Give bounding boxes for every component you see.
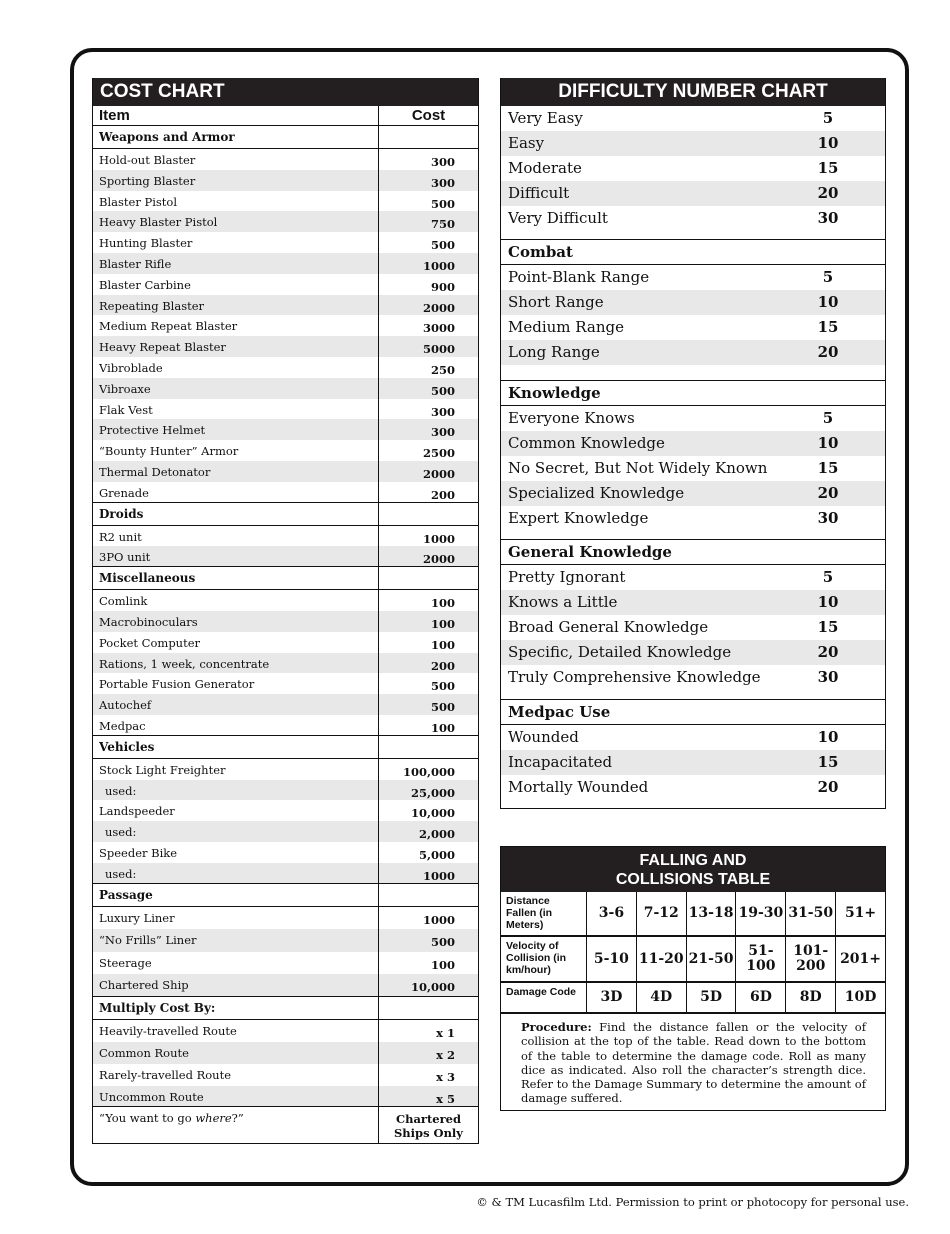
cost-row xyxy=(93,800,478,821)
cost-section-header xyxy=(93,884,478,907)
cost-item: Medpac xyxy=(93,715,379,735)
cost-row xyxy=(93,632,478,653)
falling-cell: 4D xyxy=(637,983,687,1012)
falling-cell: 8D xyxy=(786,983,836,1012)
falling-row-label: Damage Code xyxy=(501,983,587,1012)
difficulty-value: 10 xyxy=(817,133,839,152)
difficulty-row xyxy=(501,156,885,181)
difficulty-label: Very Difficult xyxy=(508,208,608,227)
cost-value: 100 xyxy=(430,720,455,735)
cost-item: Chartered Ship xyxy=(93,974,379,996)
cost-chart-title: COST CHART xyxy=(93,78,478,106)
difficulty-chart-body xyxy=(501,106,885,808)
difficulty-row xyxy=(501,590,885,615)
cost-row xyxy=(93,1020,478,1042)
falling-cell: 51+ xyxy=(844,905,877,921)
cost-row xyxy=(93,378,478,399)
cost-value: 1000 xyxy=(422,258,455,273)
cost-section-header xyxy=(93,736,478,759)
difficulty-label: Wounded xyxy=(508,727,579,746)
falling-row xyxy=(501,892,885,937)
cost-item: Luxury Liner xyxy=(93,907,379,930)
falling-cell: 19-30 xyxy=(736,892,786,935)
difficulty-label: Expert Knowledge xyxy=(508,508,649,527)
difficulty-label: Mortally Wounded xyxy=(508,777,649,796)
cost-section-name: Passage xyxy=(93,884,379,906)
cost-item: “Bounty Hunter” Armor xyxy=(93,440,379,461)
cost-row xyxy=(93,315,478,336)
cost-value: 500 xyxy=(430,383,455,398)
difficulty-section-header: Medpac Use xyxy=(501,699,885,725)
cost-row xyxy=(93,952,478,975)
cost-value: 200 xyxy=(430,487,455,502)
falling-row-label: Distance Fallen (in Meters) xyxy=(501,892,587,935)
cost-row xyxy=(93,211,478,232)
difficulty-value: 15 xyxy=(817,618,839,637)
cost-value: 500 xyxy=(430,935,455,950)
cost-value: 200 xyxy=(430,658,455,673)
cost-item: Protective Helmet xyxy=(93,419,379,440)
difficulty-label: Knows a Little xyxy=(508,593,618,612)
cost-chart-header xyxy=(93,106,478,126)
cost-item: Pocket Computer xyxy=(93,632,379,653)
cost-item: Heavily-travelled Route xyxy=(93,1020,379,1042)
cost-row xyxy=(93,149,478,170)
cost-item: Hunting Blaster xyxy=(93,232,379,253)
difficulty-label: Specific, Detailed Knowledge xyxy=(508,643,732,662)
cost-value: 100 xyxy=(430,637,455,652)
cost-value: 750 xyxy=(430,217,455,232)
difficulty-value: 5 xyxy=(822,268,834,287)
difficulty-section-header: Combat xyxy=(501,239,885,265)
difficulty-row xyxy=(501,315,885,340)
cost-item: Heavy Repeat Blaster xyxy=(93,336,379,357)
cost-row xyxy=(93,1086,478,1108)
cost-section-name: Miscellaneous xyxy=(93,567,379,589)
difficulty-row xyxy=(501,206,885,231)
difficulty-value: 10 xyxy=(817,727,839,746)
difficulty-value: 5 xyxy=(822,409,834,428)
cost-value: 300 xyxy=(430,155,455,169)
difficulty-label: Difficult xyxy=(508,183,570,202)
cost-value: 250 xyxy=(430,362,455,377)
difficulty-value: 20 xyxy=(817,777,839,796)
cost-chart-body xyxy=(93,126,478,1107)
cost-row xyxy=(93,780,478,801)
cost-row xyxy=(93,1064,478,1086)
cost-row xyxy=(93,653,478,674)
difficulty-label: Medium Range xyxy=(508,318,625,337)
difficulty-label: Very Easy xyxy=(508,109,583,127)
cost-section-name: Weapons and Armor xyxy=(93,126,379,148)
difficulty-value: 15 xyxy=(817,318,839,337)
cost-row xyxy=(93,907,478,930)
difficulty-label: Common Knowledge xyxy=(508,433,665,452)
difficulty-row xyxy=(501,406,885,431)
cost-row xyxy=(93,295,478,316)
falling-cell: 3-6 xyxy=(587,892,637,935)
cost-section-header xyxy=(93,997,478,1020)
falling-cell: 101- 200 xyxy=(786,937,836,981)
cost-value: x 2 xyxy=(436,1047,455,1062)
difficulty-label: Pretty Ignorant xyxy=(508,568,626,587)
falling-cell: 31-50 xyxy=(786,892,836,935)
cost-value: 3000 xyxy=(422,321,455,336)
cost-value: 1000 xyxy=(422,912,455,927)
difficulty-row xyxy=(501,665,885,690)
cost-value: 25,000 xyxy=(410,785,455,800)
difficulty-chart-title: DIFFICULTY NUMBER CHART xyxy=(501,78,885,106)
difficulty-value: 20 xyxy=(817,643,839,662)
difficulty-row xyxy=(501,725,885,750)
cost-value: x 3 xyxy=(436,1069,455,1084)
difficulty-value: 5 xyxy=(822,568,834,587)
difficulty-label: Moderate xyxy=(508,158,582,177)
cost-item: Common Route xyxy=(93,1042,379,1064)
cost-value: 300 xyxy=(430,404,455,419)
cost-value: x 1 xyxy=(436,1025,455,1040)
difficulty-value: 15 xyxy=(817,158,839,177)
col-item-header: Item xyxy=(93,106,379,125)
difficulty-row xyxy=(501,431,885,456)
cost-row xyxy=(93,482,478,503)
cost-row xyxy=(93,974,478,997)
falling-table xyxy=(500,846,886,1111)
cost-item: Grenade xyxy=(93,482,379,502)
cost-item: Heavy Blaster Pistol xyxy=(93,211,379,232)
difficulty-label: Specialized Knowledge xyxy=(508,483,685,502)
difficulty-value: 10 xyxy=(817,593,839,612)
difficulty-value: 10 xyxy=(817,293,839,312)
cost-value: 100 xyxy=(430,596,455,611)
falling-cell: 6D xyxy=(736,983,786,1012)
difficulty-label: Everyone Knows xyxy=(508,409,635,428)
difficulty-row xyxy=(501,775,885,800)
cost-value: 2500 xyxy=(422,446,455,461)
cost-item: “No Frills” Liner xyxy=(93,929,379,952)
cost-row xyxy=(93,611,478,632)
cost-row xyxy=(93,759,478,780)
cost-item: Blaster Rifle xyxy=(93,253,379,274)
cost-row xyxy=(93,274,478,295)
cost-row xyxy=(93,694,478,715)
cost-value: 900 xyxy=(430,279,455,294)
cost-chart xyxy=(92,78,479,1144)
cost-value: 100 xyxy=(430,616,455,631)
difficulty-section-header: Knowledge xyxy=(501,380,885,406)
difficulty-row xyxy=(501,640,885,665)
cost-row-chartered xyxy=(93,1107,478,1143)
cost-value: 10,000 xyxy=(410,806,455,821)
cost-value: Chartered Ships Only xyxy=(394,1112,463,1141)
difficulty-value: 30 xyxy=(817,668,839,687)
difficulty-row xyxy=(501,565,885,590)
difficulty-row xyxy=(501,750,885,775)
cost-item: Rarely-travelled Route xyxy=(93,1064,379,1086)
cost-item: Rations, 1 week, concentrate xyxy=(93,653,379,674)
cost-item: Stock Light Freighter xyxy=(93,759,379,780)
cost-row xyxy=(93,526,478,547)
difficulty-value: 10 xyxy=(817,433,839,452)
difficulty-row xyxy=(501,481,885,506)
cost-value: 2000 xyxy=(422,552,455,567)
difficulty-row xyxy=(501,340,885,365)
difficulty-row xyxy=(501,106,885,131)
difficulty-row xyxy=(501,456,885,481)
cost-item: Hold-out Blaster xyxy=(93,149,379,170)
cost-section-header xyxy=(93,126,478,149)
difficulty-value: 15 xyxy=(817,752,839,771)
cost-value: 1000 xyxy=(422,868,455,883)
cost-item: Blaster Carbine xyxy=(93,274,379,295)
difficulty-label: Point-Blank Range xyxy=(508,268,650,287)
difficulty-label: Long Range xyxy=(508,343,600,362)
cost-row xyxy=(93,929,478,952)
cost-section-name: Multiply Cost By: xyxy=(93,997,379,1019)
cost-item: 3PO unit xyxy=(93,546,379,566)
cost-value: 300 xyxy=(430,425,455,440)
difficulty-label: Short Range xyxy=(508,293,604,312)
cost-section-name: Vehicles xyxy=(93,736,379,758)
cost-item: Macrobinoculars xyxy=(93,611,379,632)
cost-item: Vibroaxe xyxy=(93,378,379,399)
cost-item: “You want to go where?” xyxy=(93,1107,379,1143)
cost-value: 300 xyxy=(430,175,455,190)
cost-item: Steerage xyxy=(93,952,379,975)
cost-row xyxy=(93,232,478,253)
cost-row xyxy=(93,419,478,440)
cost-row xyxy=(93,821,478,842)
difficulty-label: Broad General Knowledge xyxy=(508,618,709,637)
difficulty-value: 20 xyxy=(817,183,839,202)
cost-item: Landspeeder xyxy=(93,800,379,821)
cost-value: 500 xyxy=(430,679,455,694)
cost-item: Autochef xyxy=(93,694,379,715)
falling-table-title: FALLING AND COLLISIONS TABLE xyxy=(501,847,885,892)
falling-row-label: Velocity of Collision (in km/hour) xyxy=(501,937,587,981)
cost-item: Speeder Bike xyxy=(93,842,379,863)
difficulty-row xyxy=(501,615,885,640)
cost-item: used: xyxy=(93,780,379,801)
cost-item: R2 unit xyxy=(93,526,379,547)
difficulty-row xyxy=(501,131,885,156)
falling-cell: 11-20 xyxy=(637,937,687,981)
difficulty-label: Easy xyxy=(508,133,545,152)
difficulty-row xyxy=(501,506,885,531)
cost-row xyxy=(93,590,478,611)
cost-row xyxy=(93,1042,478,1064)
copyright-notice: © & TM Lucasfilm Ltd. Permission to print or photocopy for personal use. xyxy=(476,1195,909,1209)
cost-value: 500 xyxy=(430,238,455,253)
cost-row xyxy=(93,863,478,884)
cost-row xyxy=(93,715,478,736)
falling-cell: 10D xyxy=(844,989,877,1005)
cost-item: Flak Vest xyxy=(93,399,379,420)
difficulty-row xyxy=(501,290,885,315)
difficulty-value: 30 xyxy=(817,508,839,527)
falling-row xyxy=(501,983,885,1014)
cost-value: 10,000 xyxy=(410,980,455,995)
falling-cell: 5-10 xyxy=(587,937,637,981)
cost-value: 5,000 xyxy=(418,847,455,862)
falling-cell: 7-12 xyxy=(637,892,687,935)
cost-row xyxy=(93,461,478,482)
cost-item: Vibroblade xyxy=(93,357,379,378)
cost-row xyxy=(93,170,478,191)
cost-row xyxy=(93,546,478,567)
difficulty-value: 20 xyxy=(817,483,839,502)
difficulty-chart xyxy=(500,78,886,809)
cost-row xyxy=(93,673,478,694)
cost-section-header xyxy=(93,567,478,590)
cost-value: 2000 xyxy=(422,466,455,481)
cost-row xyxy=(93,336,478,357)
difficulty-value: 20 xyxy=(817,343,839,362)
cost-row xyxy=(93,253,478,274)
falling-cell: 51- 100 xyxy=(736,937,786,981)
cost-item: Repeating Blaster xyxy=(93,295,379,316)
difficulty-section-header: General Knowledge xyxy=(501,539,885,565)
difficulty-value: 5 xyxy=(822,109,834,127)
falling-cell: 201+ xyxy=(840,950,882,967)
cost-value: 100 xyxy=(430,957,455,972)
difficulty-value: 30 xyxy=(817,208,839,227)
cost-row xyxy=(93,440,478,461)
cost-item: Sporting Blaster xyxy=(93,170,379,191)
cost-value: 100,000 xyxy=(402,764,455,779)
falling-cell: 13-18 xyxy=(687,892,737,935)
cost-value: 2,000 xyxy=(418,827,455,842)
cost-value: 2000 xyxy=(422,300,455,315)
difficulty-label: No Secret, But Not Widely Known xyxy=(508,458,768,477)
difficulty-row xyxy=(501,181,885,206)
falling-cell: 5D xyxy=(687,983,737,1012)
cost-section-header xyxy=(93,503,478,526)
cost-item: Thermal Detonator xyxy=(93,461,379,482)
cost-value: 1000 xyxy=(422,531,455,546)
difficulty-label: Incapacitated xyxy=(508,752,613,771)
difficulty-row xyxy=(501,265,885,290)
cost-item: used: xyxy=(93,821,379,842)
cost-value: 500 xyxy=(430,700,455,715)
cost-item: Blaster Pistol xyxy=(93,191,379,212)
cost-section-name: Droids xyxy=(93,503,379,525)
cost-item: Medium Repeat Blaster xyxy=(93,315,379,336)
cost-item: used: xyxy=(93,863,379,883)
falling-row xyxy=(501,937,885,983)
cost-item: Comlink xyxy=(93,590,379,611)
cost-item: Uncommon Route xyxy=(93,1086,379,1107)
falling-cell: 21-50 xyxy=(687,937,737,981)
difficulty-value: 15 xyxy=(817,458,839,477)
cost-row xyxy=(93,191,478,212)
cost-value: 5000 xyxy=(422,342,455,357)
procedure-text: Procedure: Find the distance fallen or the velocity of collision at the top of the table. Read down to the bottom of the table to determine the damage code. Roll as many dice as indicated. Also roll the character’s strength dice. Refer to the Damage Summary to determine the amount of damage suffered. xyxy=(521,1020,866,1106)
cost-item: Portable Fusion Generator xyxy=(93,673,379,694)
falling-table-body xyxy=(501,892,885,1014)
cost-row xyxy=(93,357,478,378)
cost-value: x 5 xyxy=(436,1091,455,1106)
falling-cell: 3D xyxy=(587,983,637,1012)
difficulty-label: Truly Comprehensive Knowledge xyxy=(508,668,761,687)
cost-row xyxy=(93,842,478,863)
cost-value: 500 xyxy=(430,196,455,211)
cost-row xyxy=(93,399,478,420)
col-cost-header: Cost xyxy=(411,107,446,124)
